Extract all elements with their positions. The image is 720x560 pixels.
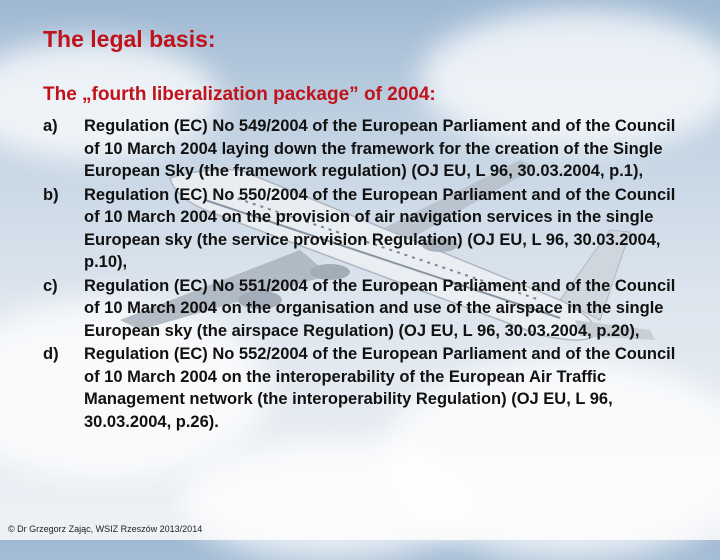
regulation-list: [43, 114, 693, 433]
list-item-text: Regulation (EC) No 550/2004 of the European Parliament and of the Council of 10 March 2004 on the provision of air navigation services in the single European sky (the service provision Regulation) (OJ EU, L 96, 30.03.2004, p.10),: [84, 185, 676, 271]
list-item-text: Regulation (EC) No 552/2004 of the European Parliament and of the Council of 10 March 2004 on the interoperability of the European Air Traffic Management network (the interoperability Regulation) (OJ EU, L 96, 30.03.2004, p.26).: [84, 345, 676, 431]
list-marker: d): [43, 345, 59, 363]
list-item: [43, 183, 693, 274]
list-item: [43, 114, 693, 183]
list-item-text: Regulation (EC) No 549/2004 of the European Parliament and of the Council of 10 March 2004 laying down the framework for the creation of the Single European Sky (the framework regulation) (OJ EU, L 96, 30.03.2004, p.1),: [84, 117, 676, 180]
list-item: [43, 342, 693, 433]
list-item-text: Regulation (EC) No 551/2004 of the European Parliament and of the Council of 10 March 2004 on the organisation and use of the airspace in the single European sky (the airspace Regulation) (OJ EU, L 96, 30.03.2004, p.20),: [84, 276, 676, 340]
list-item: [43, 274, 693, 343]
list-marker: b): [43, 185, 59, 204]
list-marker: a): [43, 117, 58, 135]
list-marker: c): [43, 276, 58, 295]
slide-subtitle: The „fourth liberalization package” of 2004:: [43, 84, 436, 105]
slide-title: The legal basis:: [43, 26, 216, 52]
copyright-footer: © Dr Grzegorz Zając, WSIZ Rzeszów 2013/2014: [8, 524, 203, 534]
